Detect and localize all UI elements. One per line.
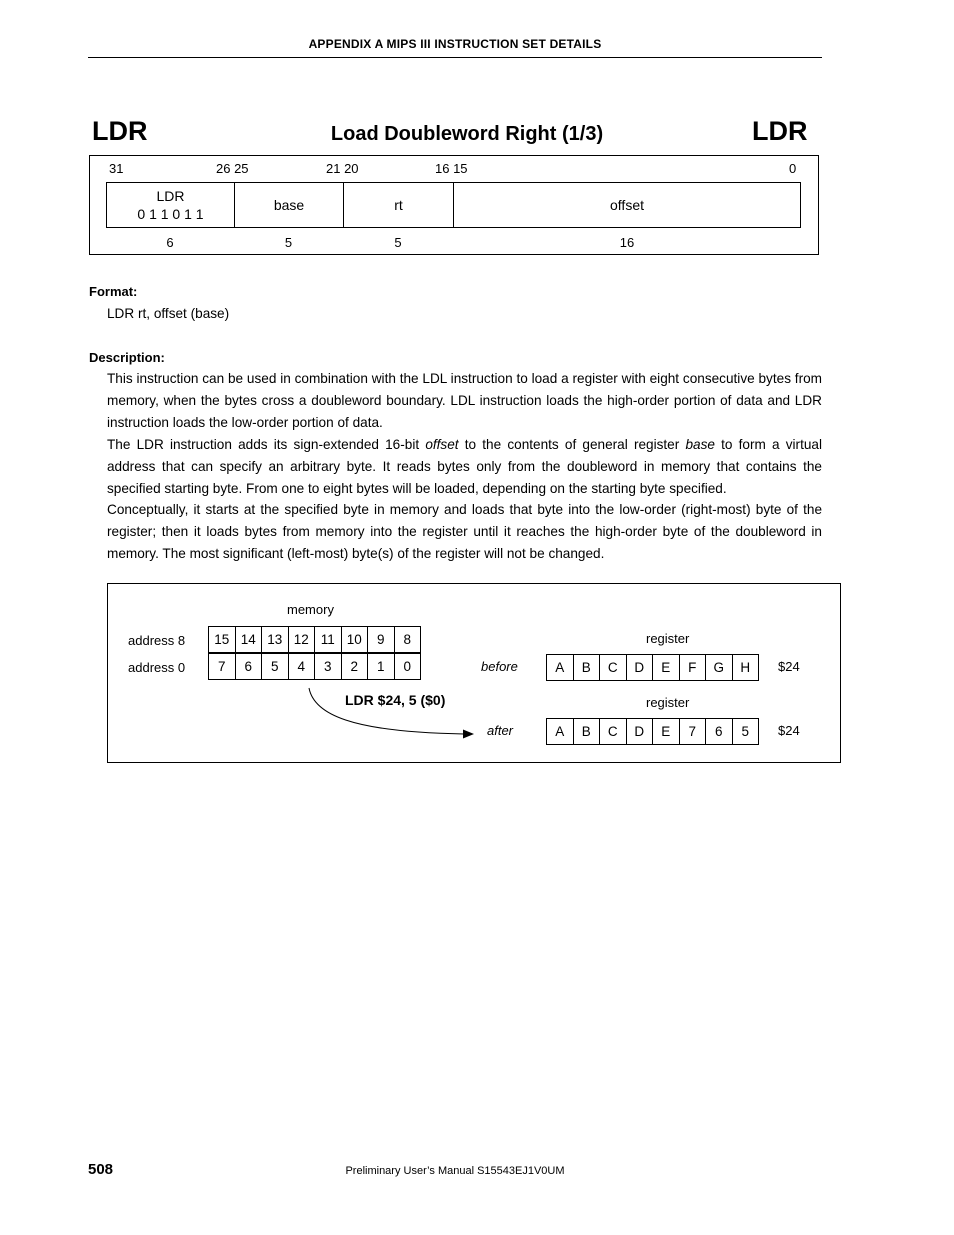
register-byte: G [705,654,733,681]
bit-position: 0 [789,161,797,176]
header-rule [88,57,822,58]
register-byte: B [573,654,601,681]
memory-byte: 14 [235,626,263,653]
offset-term: offset [425,437,459,452]
memory-byte: 6 [235,653,263,680]
register-byte: E [652,718,680,745]
register-before [546,654,758,681]
memory-byte: 15 [208,626,236,653]
description-paragraph-1: This instruction can be used in combination with the LDL instruction to load a register with eight consecutive bytes from memory, when the bytes cross a doubleword boundary. LDL instruction loads the high-order portion of data and LDR instruction loads the low-order portion of data. [107,371,822,430]
instruction-fields [106,182,801,228]
field-width: 5 [284,235,293,250]
register-label-after: register [646,695,690,710]
memory-byte: 9 [367,626,395,653]
bit-position: 16 15 [435,161,468,176]
field-name: rt [394,197,403,213]
memory-byte: 11 [314,626,342,653]
mnemonic-left: LDR [92,116,148,146]
memory-label: memory [287,602,334,617]
running-header: APPENDIX A MIPS III INSTRUCTION SET DETAILS [308,37,602,51]
field-name: LDR [156,188,185,204]
register-byte: 5 [732,718,760,745]
field-opcode-bits: 0 1 1 0 1 1 [137,206,204,222]
memory-byte: 1 [367,653,395,680]
description-paragraph-3: Conceptually, it starts at the specified byte in memory and loads that byte into the low-order (right-most) byte of the register; then it loads bytes from memory into the register until it reaches the high-order byte of the doubleword in memory. The most significant (left-most) byte(s) of the register will not be changed. [107,502,822,561]
memory-row-address-8 [208,626,420,653]
load-arrow [300,684,480,744]
arrow-head [463,730,474,739]
page-number: 508 [88,1161,114,1178]
memory-byte: 0 [394,653,422,680]
register-name-before: $24 [778,659,800,674]
field-rt [344,183,454,227]
register-byte: 7 [679,718,707,745]
memory-byte: 7 [208,653,236,680]
memory-byte: 12 [288,626,316,653]
memory-byte: 2 [341,653,369,680]
text-run: The LDR instruction adds its sign-extended 16-bit [107,437,426,452]
description-label: Description: [89,350,165,365]
description-paragraph-2 [107,434,822,499]
register-byte: C [599,654,627,681]
register-byte: A [546,718,574,745]
format-syntax: LDR rt, offset (base) [107,306,230,321]
memory-byte: 13 [261,626,289,653]
register-after [546,718,758,745]
register-name-after: $24 [778,723,800,738]
register-label-before: register [646,631,690,646]
text-run: to form a virtual address that can specify an arbitrary byte. It reads bytes only from the doubleword in memory that contains the specified starting byte. From one to eight bytes will be loaded, depending on the starting byte specified. [107,437,822,496]
address-0-label: address 0 [128,660,186,675]
register-byte: E [652,654,680,681]
memory-byte: 3 [314,653,342,680]
field-width: 16 [619,235,635,250]
memory-byte: 4 [288,653,316,680]
field-name: base [273,197,305,213]
field-width: 6 [166,235,174,250]
register-byte: H [732,654,760,681]
register-byte: F [679,654,707,681]
text-run: to the contents of general register [458,437,686,452]
example-instruction: LDR $24, 5 ($0) [345,692,446,708]
address-8-label: address 8 [128,633,186,648]
field-name: offset [610,197,644,213]
base-term: base [685,437,715,452]
register-byte: A [546,654,574,681]
memory-byte: 10 [341,626,369,653]
instruction-title: Load Doubleword Right (1/3) [330,123,604,145]
register-byte: B [573,718,601,745]
mnemonic-right: LDR [752,116,808,146]
memory-row-address-0 [208,653,420,680]
register-byte: D [626,718,654,745]
footer-manual-id: Preliminary User’s Manual S15543EJ1V0UM [345,1165,565,1177]
field-base [235,183,344,227]
field-opcode [107,183,235,227]
register-byte: 6 [705,718,733,745]
memory-byte: 5 [261,653,289,680]
memory-byte: 8 [394,626,422,653]
field-offset [454,183,800,227]
field-width: 5 [394,235,402,250]
format-label: Format: [89,284,138,299]
bit-position: 26 25 [216,161,249,176]
arrow-curve [309,688,464,734]
register-byte: C [599,718,627,745]
register-byte: D [626,654,654,681]
before-label: before [481,659,518,674]
bit-position: 31 [109,161,124,176]
bit-position: 21 20 [326,161,359,176]
after-label: after [487,723,514,738]
